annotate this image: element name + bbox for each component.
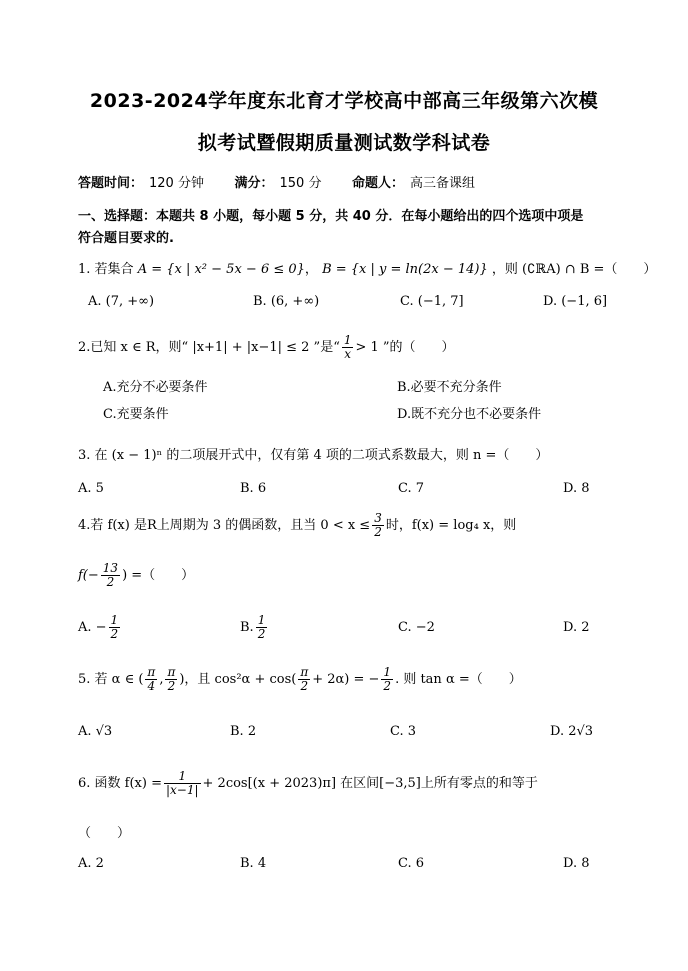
time-value: 120 分钟 — [149, 176, 204, 191]
q6-fraction: $\frac{1}{|x-1|}$ — [165, 769, 199, 797]
question-4-line2 — [78, 562, 194, 589]
question-4 — [78, 512, 516, 539]
q4-expr-pre: f(− — [78, 568, 99, 583]
question-6: 6. 函数 f(x) = $\frac{1}{|x-1|}$ + 2cos[(x + 2023)π] 在区间[−3,5]上所有零点的和等于 — [78, 769, 538, 797]
q6-option-c: C. 6 — [398, 856, 425, 871]
q4-option-d: D. 2 — [563, 620, 590, 635]
question-5: 5. 若 α ∈ ( $\frac{\pi}{4}$ , $\frac{\pi}{2}$ )，且 cos²α + cos( $\frac{\pi}{2}$ + 2α) = − $\frac{1}{2}$ . 则 tan α =（ ） — [78, 665, 522, 693]
q4-option-b-fraction: $\frac{1}{2}$ — [257, 613, 266, 641]
question-6-line2: （ ） — [78, 826, 131, 841]
question-3: 3. 在 (x − 1)ⁿ 的二项展开式中，仅有第 4 项的二项式系数最大，则 n =（ ） — [78, 448, 549, 463]
q2-option-a: A.充分不必要条件 — [103, 380, 208, 395]
q3-option-d: D. 8 — [563, 481, 590, 496]
time-label: 答题时间： — [78, 176, 144, 191]
exam-title-line2: 拟考试暨假期质量测试数学科试卷 — [197, 132, 491, 154]
score-value: 150 分 — [279, 176, 322, 191]
q5-frac-1: $\frac{\pi}{4}$ — [147, 665, 156, 693]
question-1: 1. 若集合 A = {x | x² − 5x − 6 ≤ 0}， B = {x | y = ln(2x − 14)} ，则 (∁ℝA) ∩ B =（ ） — [78, 262, 657, 277]
q4-option-a: A. − $\frac{1}{2}$ — [78, 613, 119, 641]
author-label: 命题人： — [352, 176, 405, 191]
q1-option-d: D. (−1, 6] — [543, 294, 608, 309]
author-value: 高三备课组 — [410, 176, 476, 191]
q3-option-a: A. 5 — [78, 481, 104, 496]
q2-option-d: D.既不充分也不必要条件 — [397, 407, 542, 422]
q3-option-b: B. 6 — [240, 481, 267, 496]
q1-option-b: B. (6, +∞) — [253, 294, 320, 309]
q1-tail: ，则 (∁ℝA) ∩ B =（ ） — [491, 262, 657, 277]
q5-frac-3: $\frac{\pi}{2}$ — [300, 665, 309, 693]
q1-option-c: C. (−1, 7] — [400, 294, 464, 309]
q4-expr-post: ) =（ ） — [122, 568, 195, 583]
q4-stem-post: 时，f(x) = log₄ x，则 — [385, 518, 517, 533]
q5-option-d: D. 2√3 — [550, 724, 594, 739]
q4-fraction: $\frac{3}{2}$ — [374, 511, 382, 539]
q3-option-c: C. 7 — [398, 481, 425, 496]
q1-option-a: A. (7, +∞) — [88, 294, 155, 309]
section1-heading-line1: 一、选择题：本题共 8 小题，每小题 5 分，共 40 分．在每小题给出的四个选项中项是 — [78, 209, 584, 224]
q5-option-b: B. 2 — [230, 724, 257, 739]
q2-option-b: B.必要不充分条件 — [397, 380, 502, 395]
exam-info — [78, 172, 501, 191]
q2-stem-post: > 1 ”的（ ） — [355, 340, 455, 355]
q2-option-c: C.充要条件 — [103, 407, 169, 422]
q6-option-d: D. 8 — [563, 856, 590, 871]
question-2 — [78, 334, 455, 361]
section1-heading-line2: 符合题目要求的. — [78, 231, 174, 246]
q4-option-a-fraction: $\frac{1}{2}$ — [110, 613, 119, 641]
exam-title-line1: 2023-2024学年度东北育才学校高中部高三年级第六次模 — [89, 90, 599, 112]
q1-set-a: A = {x | x² − 5x − 6 ≤ 0} — [137, 262, 305, 277]
q1-set-b: B = {x | y = ln(2x − 14)} — [322, 262, 488, 277]
q4-option-b: B. $\frac{1}{2}$ — [240, 613, 266, 641]
q5-frac-2: $\frac{\pi}{2}$ — [167, 665, 176, 693]
q2-stem-pre: 2.已知 x ∈ R，则“ |x+1| + |x−1| ≤ 2 ”是“ — [78, 340, 340, 355]
q4-option-c: C. −2 — [398, 620, 435, 635]
q5-frac-4: $\frac{1}{2}$ — [383, 665, 392, 693]
q4-expr-fraction: $\frac{13}{2}$ — [102, 561, 119, 589]
q6-option-a: A. 2 — [78, 856, 104, 871]
q5-option-a: A. √3 — [78, 724, 113, 739]
q4-stem-pre: 4.若 f(x) 是R上周期为 3 的偶函数，且当 0 < x ≤ — [78, 518, 371, 533]
q2-fraction: $\frac{1}{x}$ — [343, 333, 352, 361]
q6-option-b: B. 4 — [240, 856, 267, 871]
q1-stem: 1. 若集合 — [78, 262, 134, 277]
score-label: 满分： — [234, 176, 274, 191]
q5-option-c: C. 3 — [390, 724, 417, 739]
